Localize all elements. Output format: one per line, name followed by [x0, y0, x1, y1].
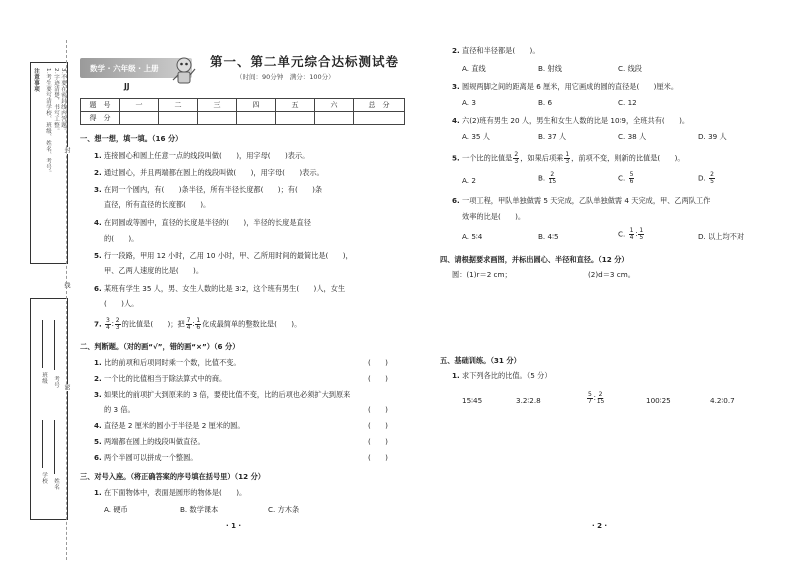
- question-2-1: 1. 比的前项和后项同时乘一个数，比值不变。: [94, 358, 241, 367]
- option-3-6-c: C. $\frac{1}{4}$ ∶ $\frac{1}{5}$: [618, 227, 644, 241]
- question-1-4: 4. 在同圆或等圆中，直径的长度是半径的( )，半径的长度是直径: [94, 218, 311, 227]
- drawing-area[interactable]: [452, 286, 752, 352]
- option-3-2-a: A. 直线: [462, 64, 486, 73]
- answer-blank-2-3[interactable]: ( ): [368, 405, 388, 414]
- seal-dashed-line: [66, 40, 67, 560]
- option-3-1-a: A. 硬币: [104, 505, 128, 514]
- section-1-heading: 一、想一想，填一填。（16 分）: [80, 134, 183, 143]
- question-2-3-cont: 的 3 倍。: [104, 405, 135, 414]
- score-cell[interactable]: [159, 112, 198, 125]
- binding-margin: [0, 0, 70, 588]
- option-3-1-c: C. 方木条: [268, 505, 300, 514]
- score-table-header-row: [81, 99, 405, 112]
- option-3-6-b: B. 4∶5: [538, 232, 559, 241]
- fraction: $\frac{1}{6}$: [196, 317, 201, 331]
- field-name-label: 姓名: [53, 478, 59, 490]
- section-5-heading: 五、基础训练。（31 分）: [440, 356, 521, 365]
- question-1-7: 7. $\frac{3}{4}$ ∶ $\frac{2}{3}$ 的比值是( )；把 $\frac{7}{4}$ ∶ $\frac{1}{6}$ 化成最简单的整数比是( )。: [94, 317, 302, 331]
- field-class-label: 班级: [41, 372, 47, 384]
- score-cell[interactable]: [120, 112, 159, 125]
- question-1-1: 1. 连接圆心和圆上任意一点的线段叫做( )，用字母( )表示。: [94, 151, 310, 160]
- option-3-5-a: A. 2: [462, 176, 476, 185]
- option-3-3-a: A. 3: [462, 98, 476, 107]
- option-3-4-d: D. 39 人: [698, 132, 727, 141]
- page-number-2: · 2 ·: [592, 522, 608, 530]
- field-school-label: 学校: [41, 472, 47, 484]
- option-3-4-a: A. 35 人: [462, 132, 490, 141]
- score-header-cell: 五: [276, 99, 315, 112]
- score-header-cell: 二: [159, 99, 198, 112]
- question-2-6: 6. 两个半圆可以拼成一个整圆。: [94, 453, 198, 462]
- question-2-5: 5. 两端都在圆上的线段叫做直径。: [94, 437, 205, 446]
- question-1-3-cont: 直径，所有直径的长度都( )。: [104, 200, 211, 209]
- score-cell[interactable]: [354, 112, 405, 125]
- answer-blank-2-4[interactable]: ( ): [368, 421, 388, 430]
- section-2-heading: 二、判断题。（对的画“√”，错的画“×”）（6 分）: [80, 342, 240, 351]
- option-3-5-c: C. $\frac{5}{6}$: [618, 171, 634, 185]
- exam-number-field-line[interactable]: [54, 320, 55, 370]
- option-3-2-b: B. 射线: [538, 64, 562, 73]
- ratio-item-2: 3.2∶2.8: [516, 396, 541, 405]
- question-3-2: 2. 直径和半径都是( )。: [452, 46, 540, 55]
- ratio-item-5: 4.2∶0.7: [710, 396, 735, 405]
- question-3-4: 4. 六(2)班有男生 20 人，男生和女生人数的比是 10∶9，全班共有( )。: [452, 116, 690, 125]
- score-table: [80, 98, 405, 125]
- question-1-2: 2. 通过圆心，并且两端都在圆上的线段叫做( )，用字母( )表示。: [94, 168, 324, 177]
- school-field-line[interactable]: [42, 420, 43, 468]
- score-header-cell: 三: [198, 99, 237, 112]
- question-1-5-cont: 甲、乙两人速度的比是( )。: [104, 266, 204, 275]
- answer-blank-2-5[interactable]: ( ): [368, 437, 388, 446]
- option-3-5-b: B. $\frac{2}{15}$: [538, 171, 557, 185]
- notice-line-2: 2.字迹清楚，书写工整。: [53, 68, 59, 135]
- score-cell[interactable]: [237, 112, 276, 125]
- notice-title: 注意事项: [33, 68, 39, 92]
- ratio-item-3: $\frac{5}{7}$ ∶ $\frac{2}{15}$: [588, 391, 605, 405]
- option-3-2-c: C. 线段: [618, 64, 642, 73]
- score-header-cell: 六: [315, 99, 354, 112]
- question-1-5: 5. 行一段路，甲用 12 小时，乙用 10 小时，甲、乙所用时间的最简比是( )，: [94, 251, 353, 260]
- seal2-mark: 密: [63, 384, 70, 391]
- option-3-1-b: B. 数学课本: [180, 505, 219, 514]
- notice-line-1: 1.考生要写清学校、班级、姓名、考号。: [45, 68, 51, 177]
- question-3-3: 3. 圆规两脚之间的距离是 6 厘米，用它画成的圆的直径是( )厘米。: [452, 82, 679, 91]
- question-3-6-cont: 效率的比是( )。: [462, 212, 526, 221]
- question-2-2: 2. 一个比的比值相当于除法算式中的商。: [94, 374, 227, 383]
- section-4-heading: 四、请根据要求画图，并标出圆心、半径和直径。（12 分）: [440, 255, 629, 264]
- line-mark: 线: [63, 282, 70, 289]
- edition-label: JJ: [124, 82, 130, 91]
- page-number-1: · 1 ·: [226, 522, 242, 530]
- name-field-line[interactable]: [54, 420, 55, 474]
- question-3-6: 6. 一项工程，甲队单独做需 5 天完成，乙队单独做需 4 天完成，甲、乙两队工作: [452, 196, 711, 205]
- question-5-1: 1. 求下列各比的比值。（5 分）: [452, 371, 552, 380]
- score-cell[interactable]: [315, 112, 354, 125]
- question-1-6: 6. 某班有学生 35 人，男、女生人数的比是 3∶2，这个班有男生( )人，女生: [94, 284, 346, 293]
- mascot-icon: [170, 55, 198, 87]
- question-2-4: 4. 直径是 2 厘米的圆小于半径是 2 厘米的圆。: [94, 421, 245, 430]
- field-exam-number-label: 考号: [53, 376, 59, 388]
- option-3-6-a: A. 5∶4: [462, 232, 483, 241]
- fraction: $\frac{3}{4}$: [106, 317, 110, 331]
- question-1-4-cont: 的( )。: [104, 234, 139, 243]
- option-3-3-c: C. 12: [618, 98, 637, 107]
- option-3-5-d: D. $\frac{2}{5}$: [698, 171, 714, 185]
- subject-badge-text: 数学 · 六年级 · 上册: [90, 64, 159, 73]
- question-3-1: 1. 在下面物体中，表面是圆形的物体是( )。: [94, 488, 247, 497]
- score-row-label: 得 分: [81, 112, 120, 125]
- score-cell[interactable]: [198, 112, 237, 125]
- option-3-3-b: B. 6: [538, 98, 553, 107]
- question-2-3: 3. 如果比的前项扩大到原来的 3 倍，要使比值不变，比的后项也必须扩大到原来: [94, 390, 351, 399]
- ratio-item-4: 100∶25: [646, 396, 671, 405]
- fraction: $\frac{7}{4}$: [186, 317, 191, 331]
- score-header-cell: 四: [237, 99, 276, 112]
- option-3-4-c: C. 38 人: [618, 132, 647, 141]
- option-3-4-b: B. 37 人: [538, 132, 567, 141]
- answer-blank-2-1[interactable]: ( ): [368, 358, 388, 367]
- student-info-box: [30, 298, 68, 520]
- ratio-item-1: 15∶45: [462, 396, 483, 405]
- score-table-score-row: [81, 112, 405, 125]
- score-cell[interactable]: [276, 112, 315, 125]
- question-1-3: 3. 在同一个圆内，有( )条半径，所有半径长度都( )；有( )条: [94, 185, 323, 194]
- draw-circle-r: 圆：(1)r＝2 cm；: [452, 270, 512, 279]
- score-header-cell: 总 分: [354, 99, 405, 112]
- score-header-cell: 一: [120, 99, 159, 112]
- answer-blank-2-6[interactable]: ( ): [368, 453, 388, 462]
- exam-time-score: （时间：90分钟 满分：100分）: [236, 73, 335, 81]
- draw-circle-d: (2)d＝3 cm。: [588, 270, 635, 279]
- notice-line-3: 3.不要在密封线内答题。: [60, 68, 66, 135]
- fraction: $\frac{2}{3}$: [115, 317, 120, 331]
- class-field-line[interactable]: [42, 320, 43, 368]
- answer-blank-2-2[interactable]: ( ): [368, 374, 388, 383]
- question-3-5: 5. 一个比的比值是 $\frac{2}{3}$ ，如果后项乘 $\frac{1}{3}$ ，前项不变，则新的比值是( )。: [452, 151, 685, 165]
- question-1-6-cont: ( )人。: [104, 299, 139, 308]
- page-title: 第一、第二单元综合达标测试卷: [210, 54, 400, 69]
- option-3-6-d: D. 以上均不对: [698, 232, 745, 241]
- section-3-heading: 三、对号入座。（将正确答案的序号填在括号里）（12 分）: [80, 472, 265, 481]
- score-header-cell: 题 号: [81, 99, 120, 112]
- seal-mark: 封: [63, 147, 70, 154]
